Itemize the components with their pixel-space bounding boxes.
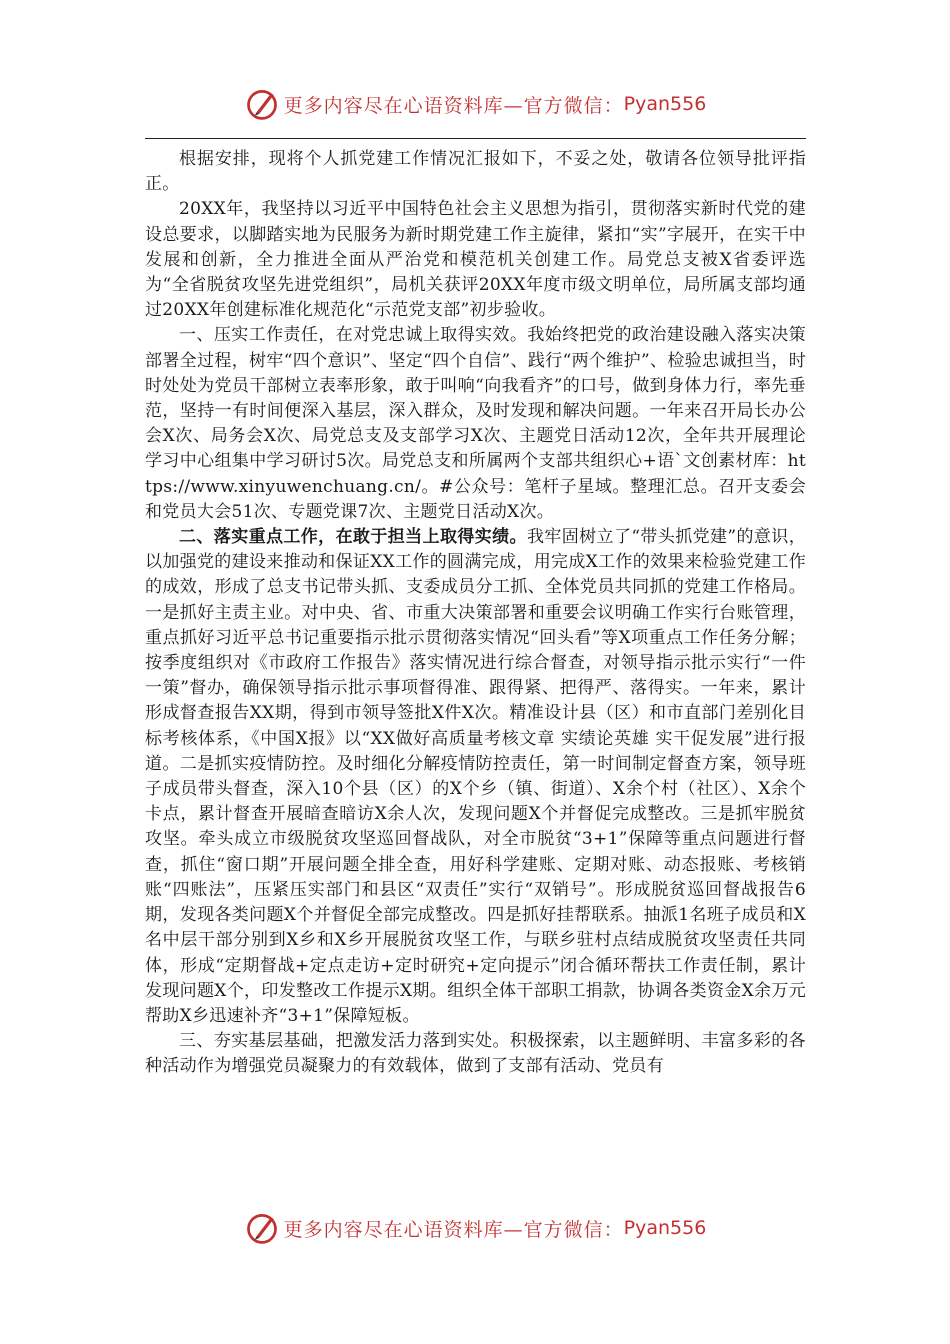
header-banner bbox=[0, 84, 950, 124]
banner-text: 更多内容尽在心语资料库—官方微信： bbox=[283, 94, 624, 117]
footer-banner bbox=[0, 1208, 950, 1248]
pen-circle-logo-icon bbox=[244, 1210, 280, 1246]
section-2-heading: 二、落实重点工作，在敢于担当上取得实绩。 bbox=[179, 527, 527, 548]
document-body bbox=[145, 147, 806, 1080]
paragraph-intro: 根据安排，现将个人抓党建工作情况汇报如下，不妥之处，敬请各位领导批评指正。 bbox=[145, 149, 806, 195]
banner-text: 更多内容尽在心语资料库—官方微信： bbox=[283, 1218, 624, 1241]
header-divider bbox=[145, 138, 806, 139]
paragraph-section-2: 二、落实重点工作，在敢于担当上取得实绩。我牢固树立了“带头抓党建”的意识，以加强党的建设来推动和保证XX工作的圆满完成，用完成X工作的效果来检验党建工作的成效，形成了总支书记带头抓、支委成员分工抓、全体党员共同抓的党建工作格局。一是抓好主责主业。对中央、省、市重大决策部署和重要会议明确工作实行台账管理，重点抓好习近平总书记重要指示批示贯彻落实情况“回头看”等X项重点工作任务分解；按季度组织对《市政府工作报告》落实情况进行综合督查，对领导指示批示实行“一件一策”督办，确保领导指示批示事项督得准、跟得紧、把得严、落得实。一年来，累计形成督查报告XX期，得到市领导签批X件X次。精准设计县（区）和市直部门差别化目标考核体系，《中国X报》以“XX做好高质量考核文章 实绩论英雄 实干促发展”进行报道。二是抓实疫情防控。及时细化分解疫情防控责任，第一时间制定督查方案，领导班子成员带头督查，深入10个县（区）的X个乡（镇、街道）、X余个村（社区）、X余个卡点，累计督查开展暗查暗访X余人次，发现问题X个并督促完成整改。三是抓牢脱贫攻坚。牵头成立市级脱贫攻坚巡回督战队，对全市脱贫“3+1”保障等重点问题进行督查，抓住“窗口期”开展问题全排全查，用好科学建账、定期对账、动态报账、考核销账“四账法”，压紧压实部门和县区“双责任”实行“双销号”。形成脱贫巡回督战报告6期，发现各类问题X个并督促全部完成整改。四是抓好挂帮联系。抽派1名班子成员和X名中层干部分别到X乡和X乡开展脱贫攻坚工作，与联乡驻村点结成脱贫攻坚责任共同体，形成“定期督战+定点走访+定时研究+定向提示”闭合循环帮扶工作责任制，累计发现问题X个，印发整改工作提示X期。组织全体干部职工捐款，协调各类资金X余万元帮助X乡迅速补齐“3+1”保障短板。 bbox=[145, 527, 806, 1026]
paragraph-section-1: 一、压实工作责任，在对党忠诚上取得实效。我始终把党的政治建设融入落实决策部署全过程，树牢“四个意识”、坚定“四个自信”、践行“两个维护”、检验忠诚担当，时时处处为党员干部树立表率形象，敢于叫响“向我看齐”的口号，做到身体力行，率先垂范，坚持一有时间便深入基层，深入群众，及时发现和解决问题。一年来召开局长办公会X次、局务会X次、局党总支及支部学习X次、主题党日活动12次，全年共开展理论学习中心组集中学习研讨5次。局党总支和所属两个支部共组织心+语`文创素材库：https://www.xinyuwenchuang.cn/。#公众号：笔杆子星域。整理汇总。召开支委会和党员大会51次、专题党课7次、主题党日活动X次。 bbox=[145, 325, 806, 522]
paragraph-section-3: 三、夯实基层基础，把激发活力落到实处。积极探索，以主题鲜明、丰富多彩的各种活动作为增强党员凝聚力的有效载体，做到了支部有活动、党员有 bbox=[145, 1031, 806, 1077]
paragraph-summary: 20XX年，我坚持以习近平中国特色社会主义思想为指引，贯彻落实新时代党的建设总要求，以脚踏实地为民服务为新时期党建工作主旋律，紧扣“实”字展开，在实干中发展和创新，全力推进全面从严治党和模范机关创建工作。局党总支被X省委评选为“全省脱贫攻坚先进党组织”，局机关获评20XX年度市级文明单位，局所属支部均通过20XX年创建标准化规范化“示范党支部”初步验收。 bbox=[145, 199, 806, 321]
pen-circle-logo-icon bbox=[244, 86, 280, 122]
banner-wechat-id: Pyan556 bbox=[623, 93, 707, 115]
banner-wechat-id: Pyan556 bbox=[623, 1217, 707, 1239]
